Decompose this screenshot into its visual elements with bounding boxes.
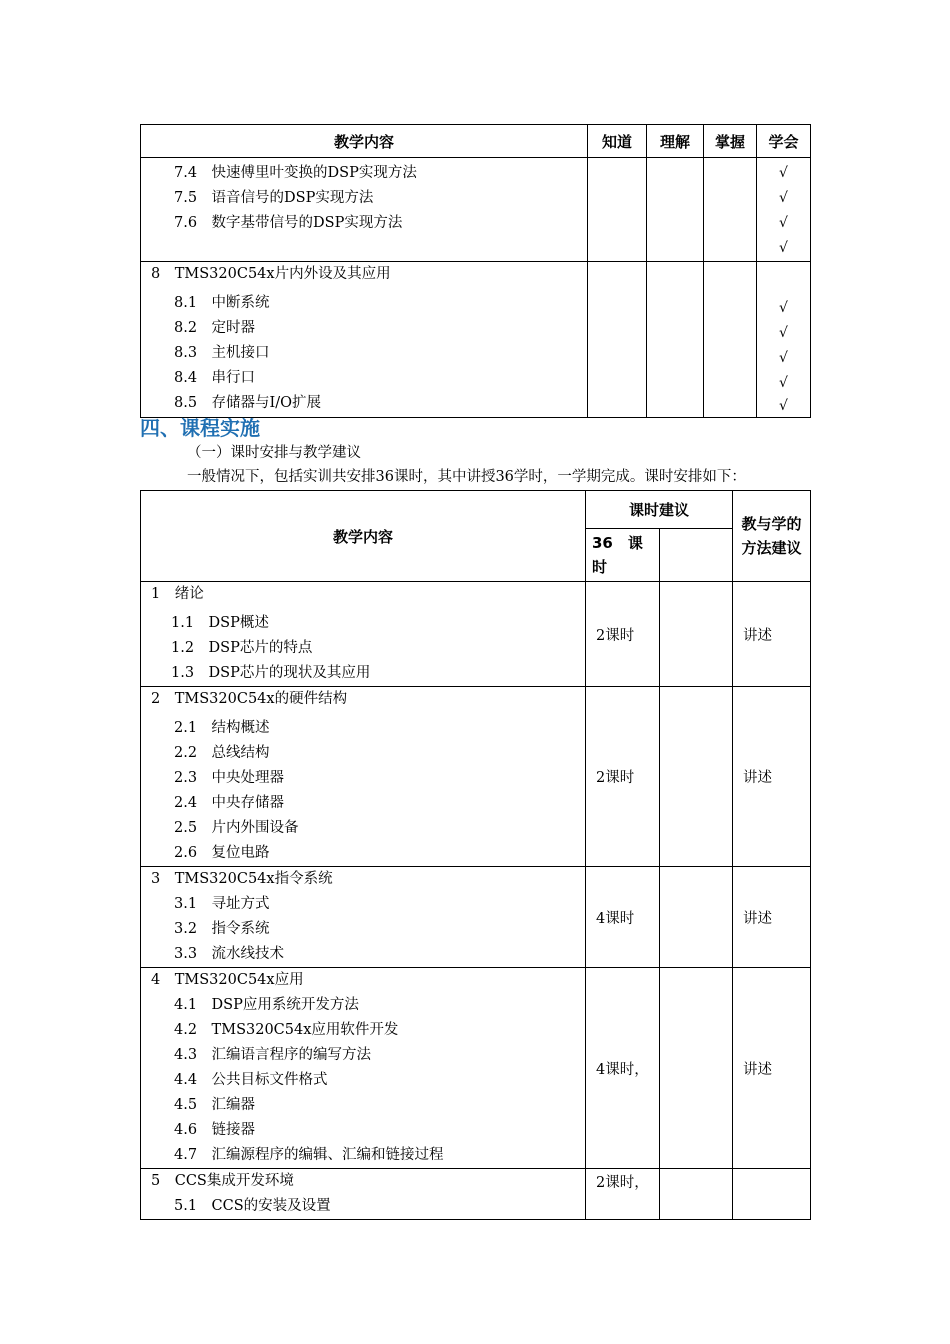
check-mark: √ [779,300,788,316]
content-cell [141,158,588,262]
table-row [141,1169,811,1220]
list-item: 4.3 汇编语言程序的编写方法 [174,1047,372,1063]
header-hours: 课时建议 [586,491,733,529]
header-master: 掌握 [704,125,757,158]
hours-cell: 2课时 [586,687,660,867]
knowledge-level-table [140,124,811,418]
list-item: 8.5 存储器与I/O扩展 [174,395,322,411]
list-item: 4.7 汇编源程序的编辑、汇编和链接过程 [174,1147,444,1163]
hours-cell: 2课时， [586,1169,660,1220]
table-row [141,687,811,867]
check-mark: √ [779,165,788,181]
list-item: 2 TMS320C54x的硬件结构 [151,691,348,707]
content-cell [141,1169,586,1220]
check-mark: √ [779,350,788,366]
list-item: 4.5 汇编器 [174,1097,256,1113]
list-item: 3.2 指令系统 [174,921,270,937]
subsection-heading: （一）课时安排与教学建议 [187,445,361,461]
check-mark: √ [779,215,788,231]
table-row [141,867,811,968]
check-mark: √ [779,375,788,391]
method-cell: 讲述 [733,867,811,968]
list-item: 8.3 主机接口 [174,345,270,361]
header-content: 教学内容 [141,125,588,158]
intro-paragraph: 一般情况下，包括实训共安排36课时，其中讲授36学时，一学期完成。课时安排如下： [187,469,746,485]
list-item: 1 绪论 [151,586,204,602]
list-item: 8.4 串行口 [174,370,256,386]
table-row [141,158,811,262]
list-item: 2.6 复位电路 [174,845,270,861]
method-cell: 讲述 [733,687,811,867]
list-item: 8.1 中断系统 [174,295,270,311]
list-item: 5 CCS集成开发环境 [151,1173,294,1189]
list-item: 3.1 寻址方式 [174,896,270,912]
list-item: 1.2 DSP芯片的特点 [171,640,313,656]
hours-cell: 4课时， [586,968,660,1169]
list-item: 1.3 DSP芯片的现状及其应用 [171,665,371,681]
content-cell [141,262,588,418]
list-item: 4.1 DSP应用系统开发方法 [174,997,359,1013]
list-item: 4.4 公共目标文件格式 [174,1072,328,1088]
schedule-table [140,490,811,1220]
list-item: 4 TMS320C54x应用 [151,972,304,988]
list-item: 3 TMS320C54x指令系统 [151,871,333,887]
table-row [141,582,811,687]
learn-marks-cell [757,262,811,418]
list-item: 2.2 总线结构 [174,745,270,761]
list-item: 3.3 流水线技术 [174,946,285,962]
header-content: 教学内容 [141,491,586,582]
list-item: 2.3 中央处理器 [174,770,285,786]
check-mark: √ [779,190,788,206]
hours-cell: 2课时 [586,582,660,687]
method-cell: 讲述 [733,968,811,1169]
list-item: 8.2 定时器 [174,320,256,336]
list-item: 4.2 TMS320C54x应用软件开发 [174,1022,399,1038]
list-item: 4.6 链接器 [174,1122,256,1138]
content-cell [141,582,586,687]
list-item: 2.5 片内外围设备 [174,820,299,836]
header-method: 教与学的方法建议 [733,491,811,582]
list-item: 7.6 数字基带信号的DSP实现方法 [174,215,403,231]
check-mark: √ [779,398,788,414]
list-item: 2.4 中央存储器 [174,795,285,811]
list-item: 2.1 结构概述 [174,720,270,736]
check-mark: √ [779,240,788,256]
content-cell [141,968,586,1169]
hours-cell: 4课时 [586,867,660,968]
check-mark: √ [779,325,788,341]
header-learn: 学会 [757,125,811,158]
list-item: 8 TMS320C54x片内外设及其应用 [151,266,391,282]
content-cell [141,687,586,867]
list-item: 7.5 语音信号的DSP实现方法 [174,190,374,206]
table-row [141,968,811,1169]
section-heading: 四、课程实施 [140,416,260,440]
header-hours-36: 36 课时 [586,529,660,582]
list-item: 1.1 DSP概述 [171,615,269,631]
learn-marks-cell [757,158,811,262]
list-item: 7.4 快速傅里叶变换的DSP实现方法 [174,165,417,181]
content-cell [141,867,586,968]
method-cell [733,1169,811,1220]
table-row [141,262,811,418]
list-item: 5.1 CCS的安装及设置 [174,1198,331,1214]
header-understand: 理解 [647,125,704,158]
method-cell: 讲述 [733,582,811,687]
header-know: 知道 [588,125,647,158]
